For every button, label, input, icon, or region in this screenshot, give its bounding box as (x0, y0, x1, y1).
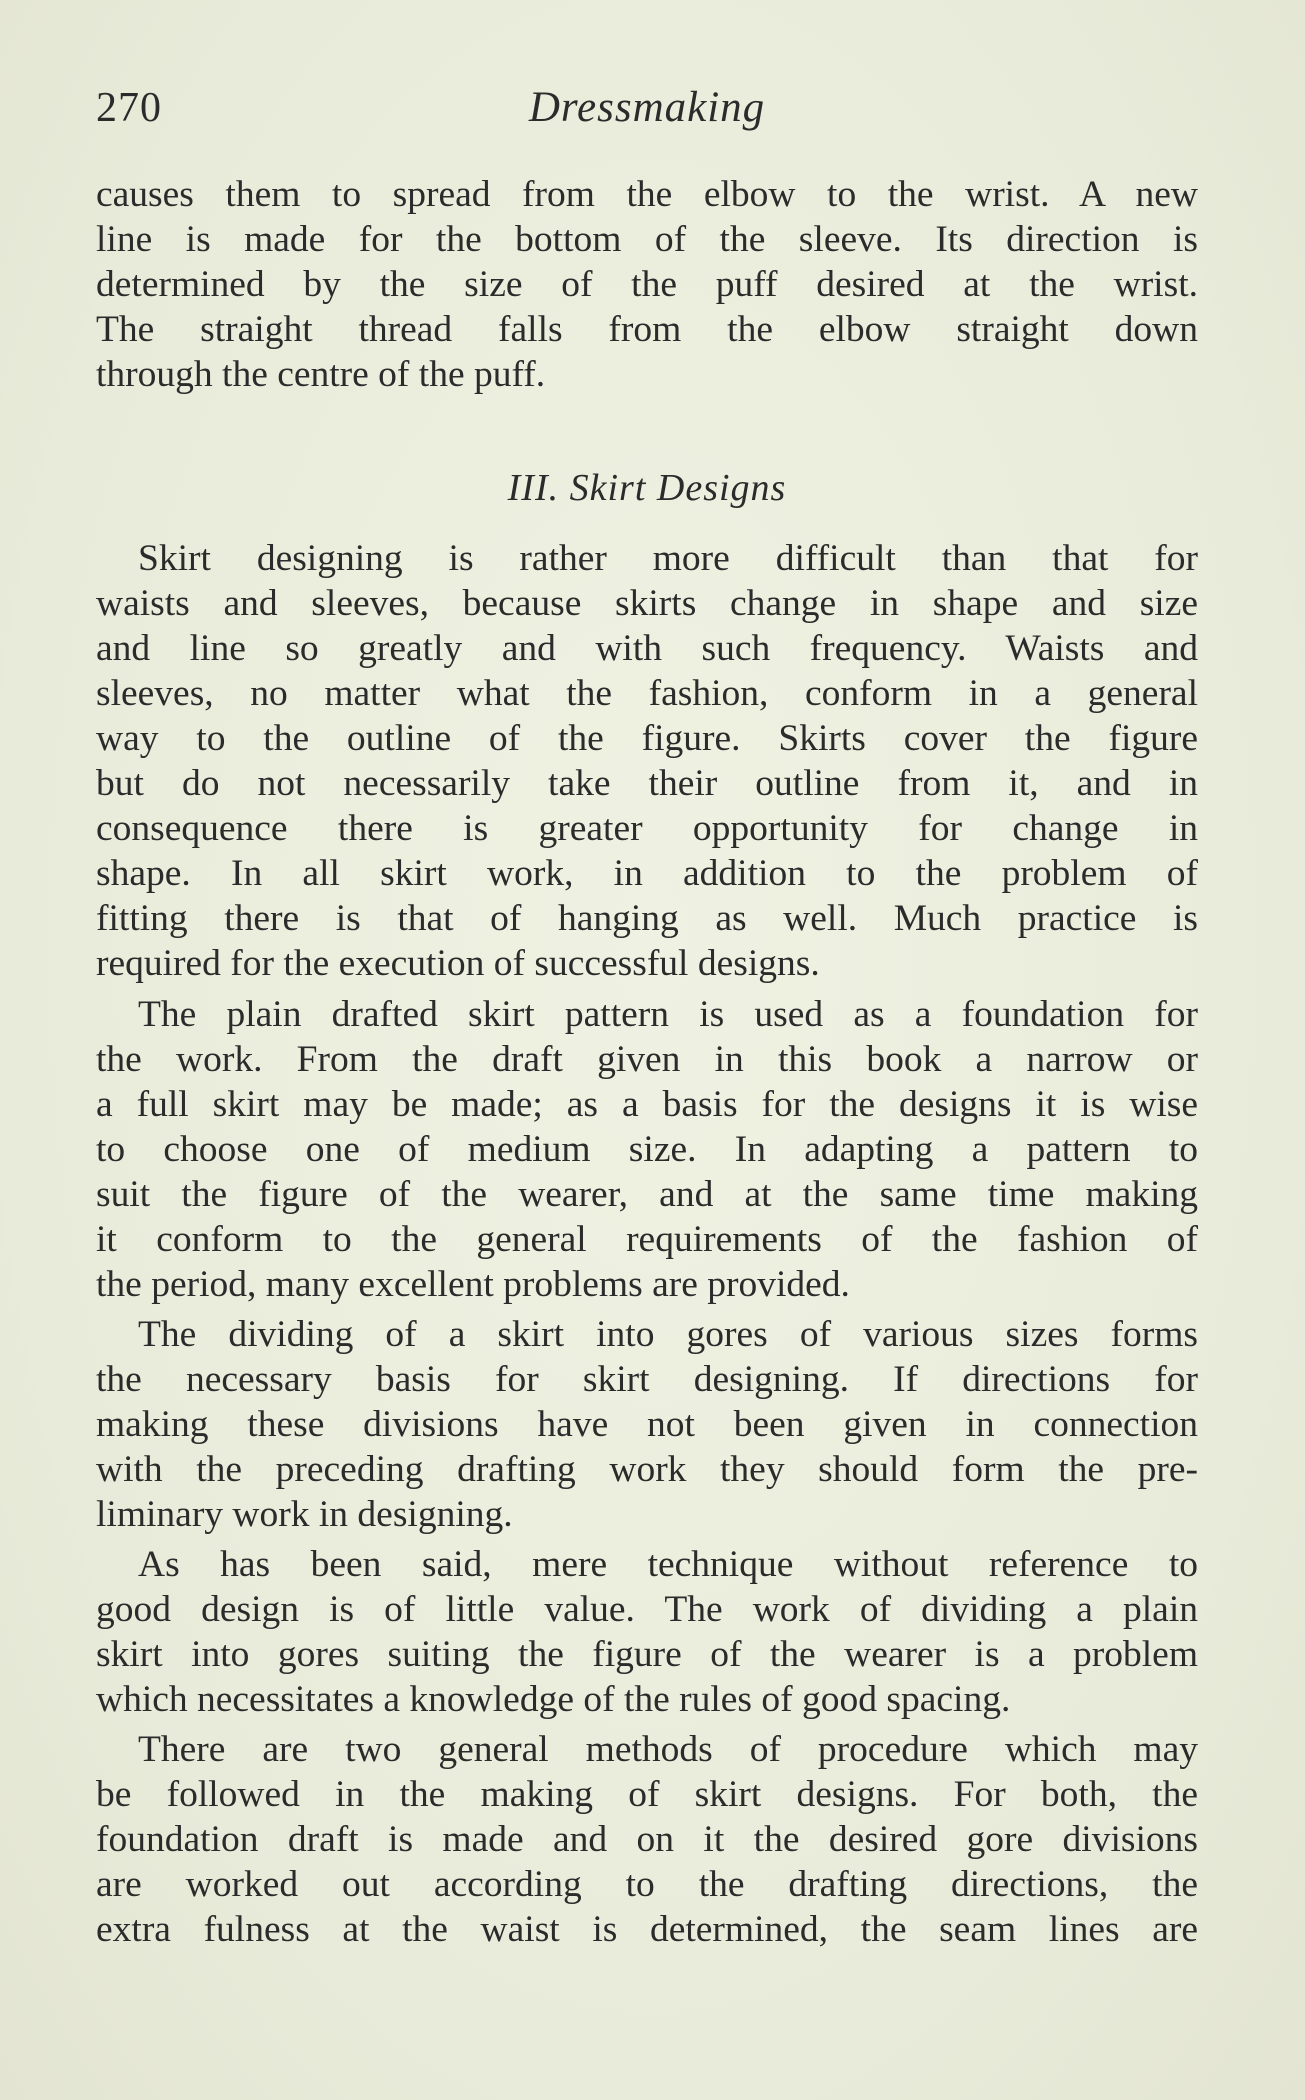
text-line: making these divisions have not been given in connection (96, 1404, 1198, 1445)
text-line: suit the figure of the wearer, and at the same time making (96, 1174, 1198, 1215)
text-line: it conform to the general requirements of the fashion of (96, 1219, 1198, 1260)
text-line: which necessitates a knowledge of the rules of good spacing. (96, 1679, 1011, 1720)
text-line: liminary work in designing. (96, 1494, 513, 1535)
text-line: be followed in the making of skirt designs. For both, the (96, 1774, 1198, 1815)
text-line: and line so greatly and with such frequency. Waists and (96, 628, 1198, 669)
text-line: consequence there is greater opportunity for change in (96, 808, 1198, 849)
text-line: the work. From the draft given in this book a narrow or (96, 1039, 1198, 1080)
section-heading: III. Skirt Designs (507, 467, 787, 509)
text-line: determined by the size of the puff desired at the wrist. (96, 264, 1198, 305)
text-line: foundation draft is made and on it the desired gore divisions (96, 1819, 1198, 1860)
text-line: with the preceding drafting work they should form the pre- (96, 1449, 1198, 1490)
text-line: waists and sleeves, because skirts change in shape and size (96, 583, 1198, 624)
text-line: skirt into gores suiting the figure of the wearer is a problem (96, 1634, 1198, 1675)
text-line: way to the outline of the figure. Skirts cover the figure (96, 718, 1198, 759)
text-line: sleeves, no matter what the fashion, conform in a general (96, 673, 1198, 714)
text-line: causes them to spread from the elbow to the wrist. A new (96, 174, 1198, 215)
text-line: through the centre of the puff. (96, 354, 546, 395)
text-line: There are two general methods of procedure which may (138, 1729, 1198, 1770)
text-line: fitting there is that of hanging as well. Much practice is (96, 898, 1198, 939)
text-line: extra fulness at the waist is determined, the seam lines are (96, 1909, 1198, 1950)
text-line: but do not necessarily take their outline from it, and in (96, 763, 1198, 804)
text-line: to choose one of medium size. In adapting a pattern to (96, 1129, 1198, 1170)
page-number: 270 (96, 85, 162, 131)
text-line: line is made for the bottom of the sleeve. Its direction is (96, 219, 1198, 260)
text-line: As has been said, mere technique without reference to (138, 1544, 1198, 1585)
text-line: The dividing of a skirt into gores of various sizes forms (138, 1314, 1198, 1355)
text-line: the period, many excellent problems are provided. (96, 1264, 850, 1305)
text-line: shape. In all skirt work, in addition to the problem of (96, 853, 1198, 894)
text-line: a full skirt may be made; as a basis for the designs it is wise (96, 1084, 1198, 1125)
running-title: Dressmaking (528, 84, 766, 131)
text-line: the necessary basis for skirt designing. If directions for (96, 1359, 1198, 1400)
text-line: The straight thread falls from the elbow straight down (96, 309, 1198, 350)
page-header (96, 78, 1198, 138)
text-line: are worked out according to the drafting directions, the (96, 1864, 1198, 1905)
text-line: The plain drafted skirt pattern is used as a foundation for (138, 994, 1198, 1035)
text-line: good design is of little value. The work of dividing a plain (96, 1589, 1198, 1630)
text-line: required for the execution of successful designs. (96, 943, 820, 984)
text-line: Skirt designing is rather more difficult than that for (138, 538, 1198, 579)
